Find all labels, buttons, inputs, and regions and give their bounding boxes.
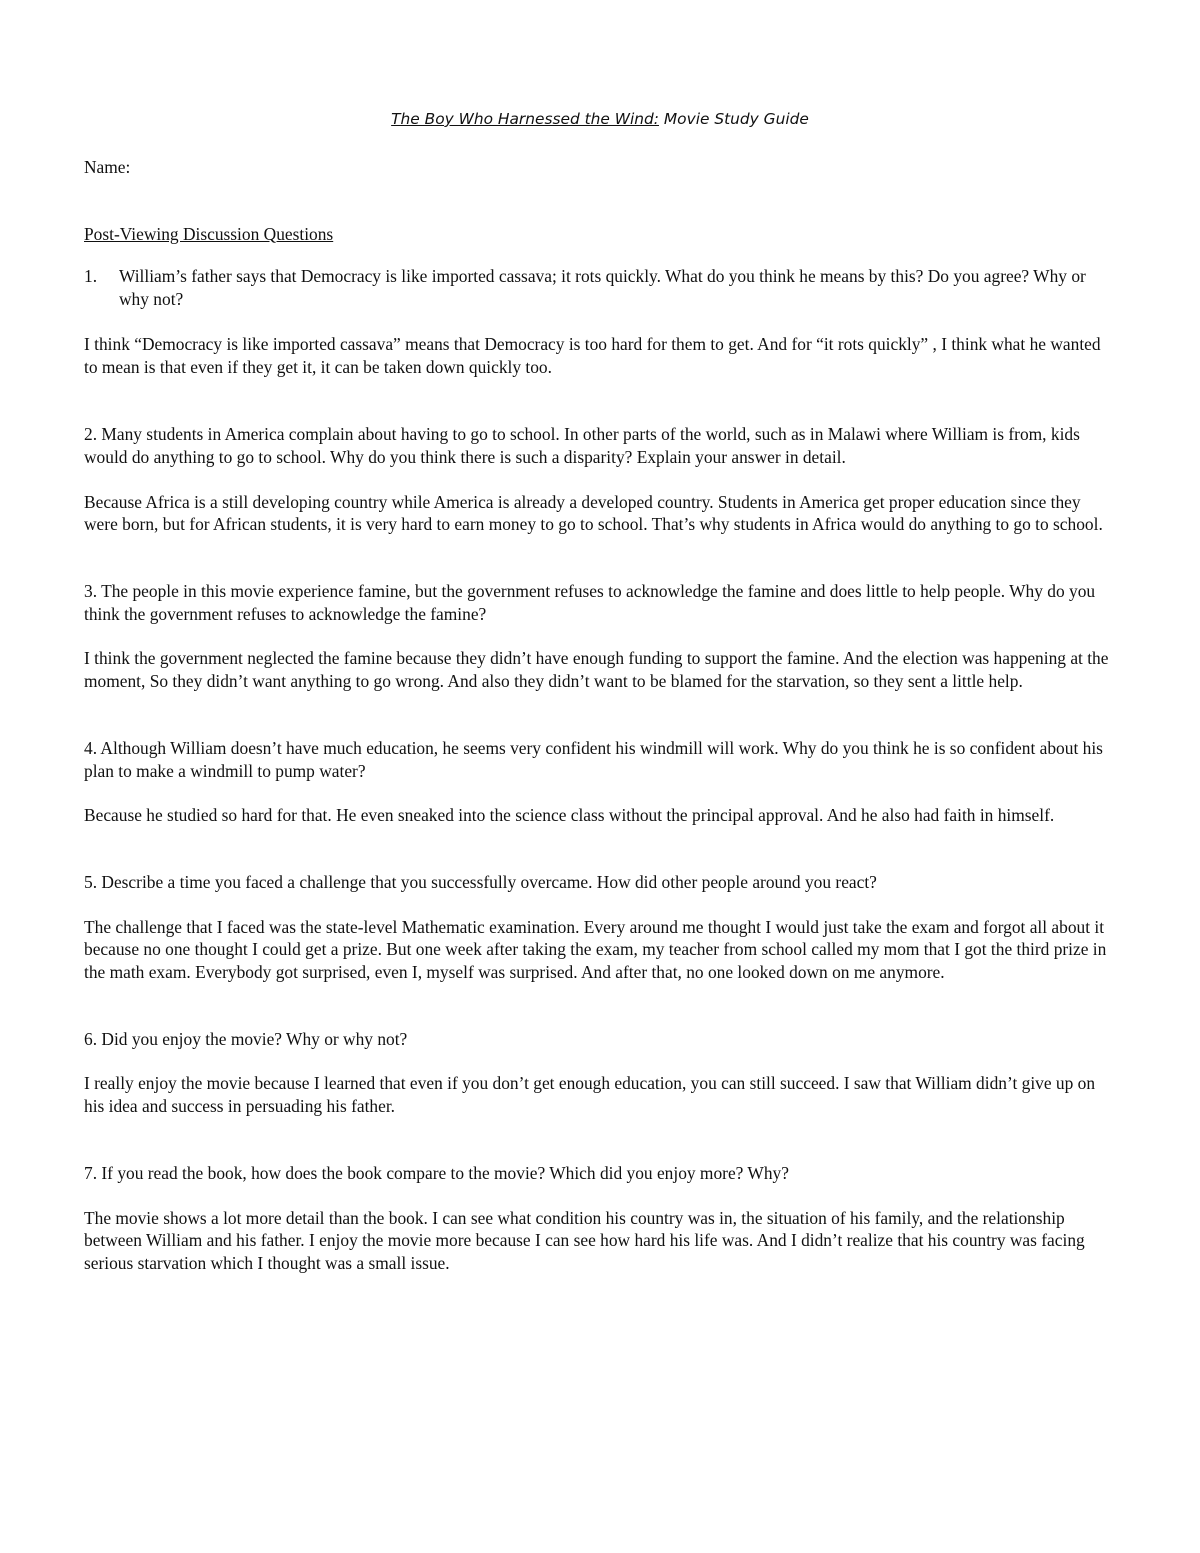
answer-4: Because he studied so hard for that. He even sneaked into the science class without the principal approval. And he also had faith in himself. [84, 805, 1055, 826]
answer-6: I really enjoy the movie because I learned that even if you don’t get enough education, you can still succeed. I saw that William didn’t give up on his idea and success in persuading his father. [84, 1073, 1096, 1117]
document-page [84, 108, 1116, 1319]
qa-item-5 [84, 871, 1116, 984]
question-2: 2. Many students in America complain about having to go to school. In other parts of the world, such as in Malawi where William is from, kids would do anything to go to school. Why do you think there is such a disparity? Explain your answer in detail. [84, 424, 1080, 467]
question-5: 5. Describe a time you faced a challenge that you successfully overcame. How did other people around you react? [84, 871, 877, 892]
answer-1: I think “Democracy is like imported cassava” means that Democracy is too hard for them to get. And for “it rots quickly” , I think what he wanted to mean is that even if they get it, it can be taken down quickly too. [84, 333, 1101, 377]
qa-item-7 [84, 1162, 1116, 1275]
qa-item-6 [84, 1028, 1116, 1118]
title-subtitle: Movie Study Guide [659, 110, 809, 128]
title-book-name: The Boy Who Harnessed the Wind: [391, 110, 659, 128]
qa-item-4 [84, 737, 1116, 827]
answer-2: Because Africa is a still developing country while America is already a developed country. Students in America get proper education since they were born, but for African students, it is very hard to earn money to go to school. That’s why students in Africa would do anything to go to school. [84, 491, 1103, 535]
qa-item-2 [84, 423, 1116, 536]
question-6: 6. Did you enjoy the movie? Why or why not? [84, 1028, 408, 1049]
document-title [84, 108, 1116, 130]
question-1 [84, 265, 1116, 310]
question-1-number: 1. [84, 266, 98, 287]
section-heading: Post-Viewing Discussion Questions [84, 223, 334, 244]
qa-item-1 [84, 265, 1116, 378]
answer-3: I think the government neglected the famine because they didn’t have enough funding to support the famine. And the election was happening at the moment, So they didn’t want anything to go wrong. And also they didn’t want to be blamed for the starvation, so they sent a little help. [84, 648, 1109, 692]
question-7: 7. If you read the book, how does the book compare to the movie? Which did you enjoy more? Why? [84, 1162, 789, 1183]
answer-7: The movie shows a lot more detail than the book. I can see what condition his country was in, the situation of his family, and the relationship between William and his father. I enjoy the movie more because I can see how hard his life was. And I didn’t realize that his country was facing serious starvation which I thought was a small issue. [84, 1207, 1085, 1273]
question-4: 4. Although William doesn’t have much education, he seems very confident his windmill will work. Why do you think he is so confident about his plan to make a windmill to pump water? [84, 737, 1103, 781]
answer-5: The challenge that I faced was the state-level Mathematic examination. Every around me thought I would just take the exam and forgot all about it because no one thought I could get a prize. But one week after taking the exam, my teacher from school called my mom that I got the third prize in the math exam. Everybody got surprised, even I, myself was surprised. And after that, no one looked down on me anymore. [84, 916, 1107, 983]
question-3: 3. The people in this movie experience famine, but the government refuses to acknowledge the famine and does little to help people. Why do you think the government refuses to acknowledge the famine? [84, 581, 1096, 624]
question-1-text: William’s father says that Democracy is like imported cassava; it rots quickly. What do you think he means by this? Do you agree? Why or why not? [119, 266, 1086, 310]
qa-item-3 [84, 580, 1116, 693]
name-label: Name: [84, 157, 131, 177]
